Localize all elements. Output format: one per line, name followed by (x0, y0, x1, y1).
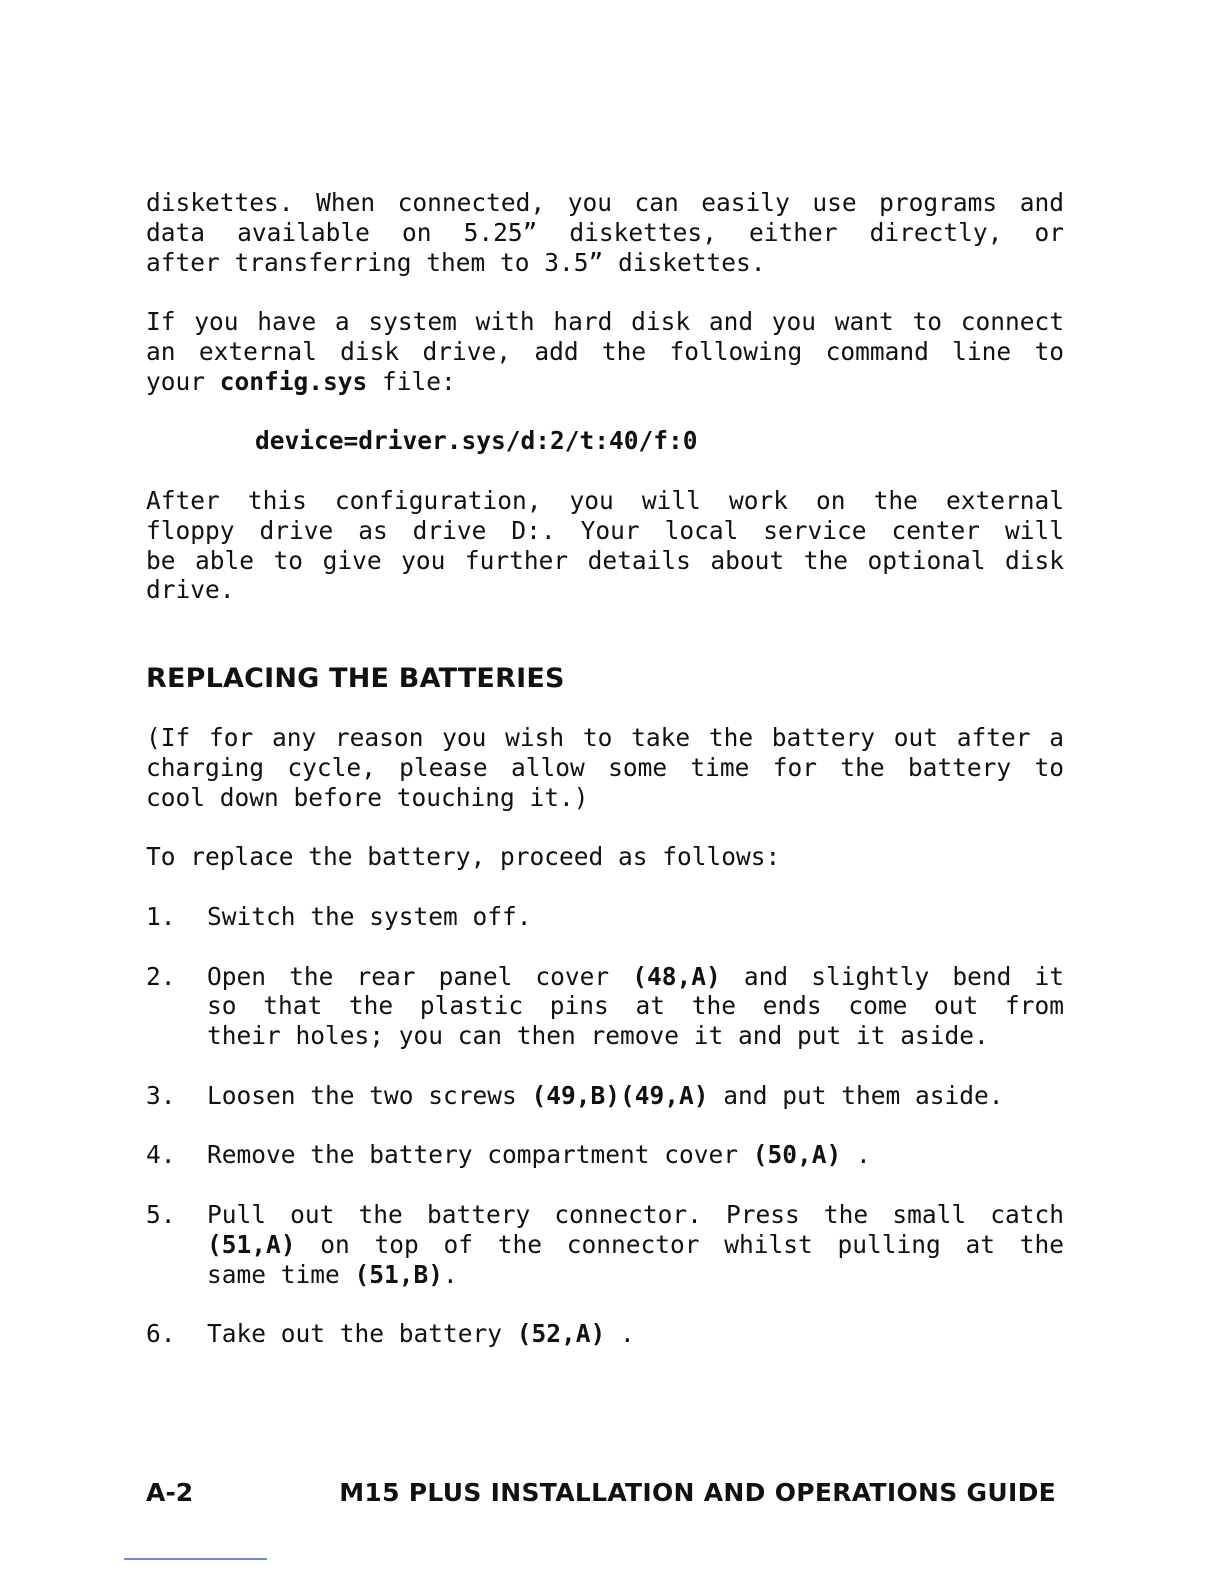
text-line: drive. (146, 575, 235, 605)
text-fragment: your (146, 366, 220, 396)
text-line: After this configuration, you will work on the external (146, 485, 1064, 515)
figure-reference: (49,B)(49,A) (531, 1080, 709, 1110)
text-fragment: and slightly bend it (720, 961, 1064, 991)
step-text (207, 1081, 1064, 1111)
step-number: 4. (146, 1140, 176, 1170)
text-fragment: on top of the connector whilst pulling at the (295, 1229, 1064, 1259)
step-2 (146, 962, 1064, 1051)
step-text (207, 1319, 1064, 1349)
paragraph-configuration (146, 486, 1064, 605)
text-line: Pull out the battery connector. Press the small catch (207, 1199, 1064, 1229)
guide-title: M15 PLUS INSTALLATION AND OPERATIONS GUIDE (339, 1478, 1056, 1507)
step-text (207, 962, 1064, 1051)
text-line: (If for any reason you wish to take the battery out after a (146, 723, 1064, 753)
text-line: be able to give you further details about the optional disk (146, 545, 1064, 575)
paragraph-hard-disk (146, 307, 1064, 396)
step-number: 2. (146, 961, 176, 991)
text-line: an external disk drive, add the following command line to (146, 336, 1064, 366)
text-fragment: . (605, 1319, 635, 1349)
text-line: their holes; you can then remove it and put it aside. (207, 1021, 989, 1051)
page-number: A-2 (146, 1478, 194, 1507)
figure-reference: (51,B) (354, 1259, 444, 1289)
step-6 (146, 1319, 1064, 1349)
text-fragment: same time (207, 1259, 355, 1289)
text-line: If you have a system with hard disk and you want to connect (146, 307, 1064, 337)
text-fragment: . (443, 1259, 458, 1289)
figure-reference: (52,A) (516, 1319, 606, 1349)
paragraph-battery-warning (146, 723, 1064, 812)
step-4 (146, 1140, 1064, 1170)
text-line: diskettes. When connected, you can easily use programs and (146, 188, 1064, 217)
text-line: after transferring them to 3.5” diskettes. (146, 247, 766, 277)
text-fragment: Loosen the two screws (207, 1080, 532, 1110)
step-text: Switch the system off. (207, 901, 532, 931)
step-number: 6. (146, 1319, 176, 1349)
text-fragment: and put them aside. (708, 1080, 1004, 1110)
text-line: cool down before touching it.) (146, 782, 589, 812)
text-line: floppy drive as drive D:. Your local service center will (146, 515, 1064, 545)
figure-reference: (48,A) (632, 961, 721, 991)
command-line: device=driver.sys/d:2/t:40/f:0 (255, 426, 698, 456)
text-line: charging cycle, please allow some time for the battery to (146, 752, 1064, 782)
section-heading: REPLACING THE BATTERIES (146, 663, 565, 695)
text-line (146, 367, 1064, 397)
text-line (207, 962, 1064, 992)
step-1 (146, 902, 1064, 932)
text-line: To replace the battery, proceed as follows: (146, 842, 781, 872)
step-number: 3. (146, 1080, 176, 1110)
scan-edge-line (124, 1558, 267, 1560)
step-3 (146, 1081, 1064, 1111)
text-fragment: . (841, 1140, 871, 1170)
figure-reference: (51,A) (207, 1229, 296, 1259)
text-line: so that the plastic pins at the ends come out from (207, 991, 1064, 1021)
text-line (207, 1260, 1064, 1290)
step-number: 5. (146, 1199, 176, 1229)
text-fragment: Open the rear panel cover (207, 961, 633, 991)
paragraph-procedure-intro (146, 842, 1064, 872)
document-body (146, 188, 1064, 1349)
step-5 (146, 1200, 1064, 1289)
text-line (207, 1230, 1064, 1260)
text-line: data available on 5.25” diskettes, either directly, or (146, 217, 1064, 247)
step-text (207, 1200, 1064, 1289)
step-number: 1. (146, 901, 176, 931)
step-text (207, 1140, 1064, 1170)
text-fragment: Take out the battery (207, 1319, 517, 1349)
text-fragment: file: (367, 366, 456, 396)
paragraph-diskettes (146, 188, 1064, 277)
text-fragment: Remove the battery compartment cover (207, 1140, 753, 1170)
figure-reference: (50,A) (752, 1140, 842, 1170)
config-sys-filename: config.sys (219, 366, 368, 396)
